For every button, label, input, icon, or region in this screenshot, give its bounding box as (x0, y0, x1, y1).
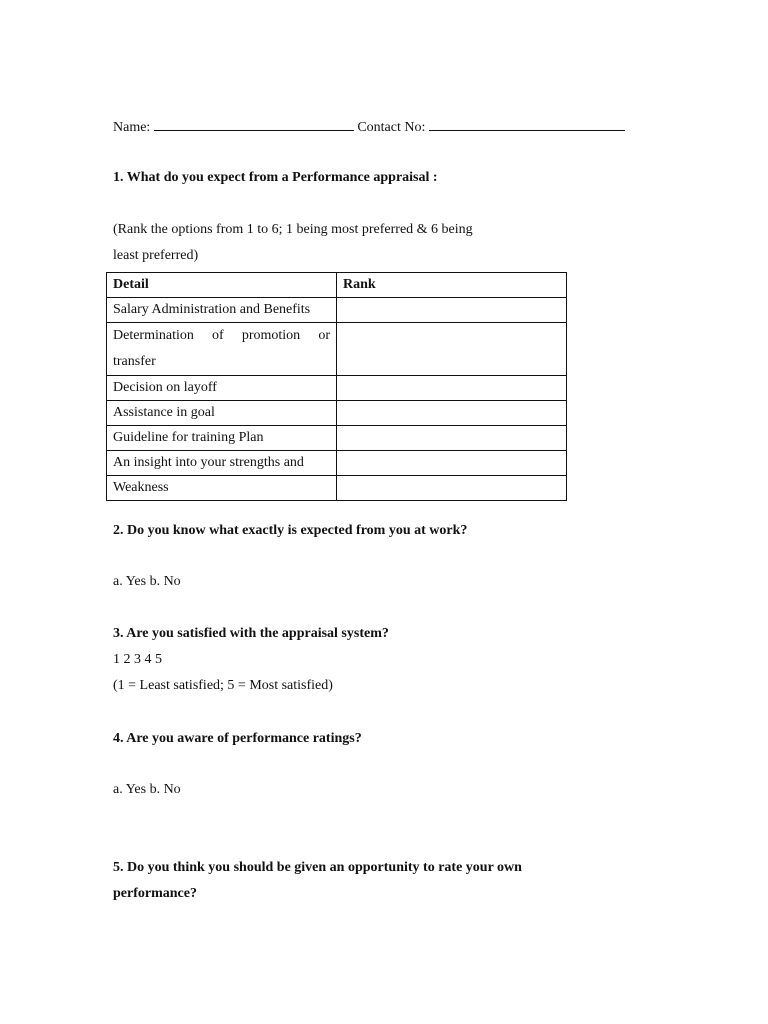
rank-cell[interactable] (337, 476, 567, 501)
q5-title-cont: performance? (113, 886, 197, 901)
q3-scale-legend: (1 = Least satisfied; 5 = Most satisfied) (113, 678, 333, 693)
table-row (107, 476, 567, 501)
header-rank: Rank (337, 273, 567, 298)
q2-options: a. Yes b. No (113, 574, 181, 589)
header-detail: Detail (107, 273, 337, 298)
q1-instruction: (Rank the options from 1 to 6; 1 being most preferred & 6 being (113, 222, 473, 237)
detail-cell: An insight into your strengths and (107, 451, 337, 476)
rank-cell[interactable] (337, 426, 567, 451)
detail-cell-line: transfer (113, 354, 156, 369)
table-row (107, 323, 567, 376)
rank-cell[interactable] (337, 376, 567, 401)
q4-title: 4. Are you aware of performance ratings? (113, 731, 362, 746)
detail-cell: Weakness (107, 476, 337, 501)
table-row (107, 451, 567, 476)
detail-cell: Guideline for training Plan (107, 426, 337, 451)
table-row (107, 298, 567, 323)
table-row (107, 376, 567, 401)
table-header-row (107, 273, 567, 298)
rank-cell[interactable] (337, 451, 567, 476)
q2-title: 2. Do you know what exactly is expected from you at work? (113, 523, 468, 538)
name-field[interactable] (154, 117, 354, 131)
rank-cell[interactable] (337, 298, 567, 323)
q3-title: 3. Are you satisfied with the appraisal system? (113, 626, 389, 641)
q3-scale: 1 2 3 4 5 (113, 652, 162, 667)
detail-cell: Salary Administration and Benefits (107, 298, 337, 323)
q4-options: a. Yes b. No (113, 782, 181, 797)
q1-title: 1. What do you expect from a Performance appraisal : (113, 170, 438, 185)
rank-cell[interactable] (337, 401, 567, 426)
name-contact-line (113, 117, 625, 137)
detail-cell-line: Determination of promotion or (113, 328, 330, 343)
contact-field[interactable] (429, 117, 625, 131)
rank-table (106, 272, 567, 501)
table-row (107, 426, 567, 451)
table-row (107, 401, 567, 426)
detail-cell: Decision on layoff (107, 376, 337, 401)
contact-label: Contact No: (357, 120, 426, 135)
detail-cell: Assistance in goal (107, 401, 337, 426)
rank-cell[interactable] (337, 323, 567, 376)
name-label: Name: (113, 120, 151, 135)
q1-instruction-cont: least preferred) (113, 248, 199, 263)
q5-title: 5. Do you think you should be given an opportunity to rate your own (113, 860, 522, 875)
detail-cell (107, 323, 337, 376)
